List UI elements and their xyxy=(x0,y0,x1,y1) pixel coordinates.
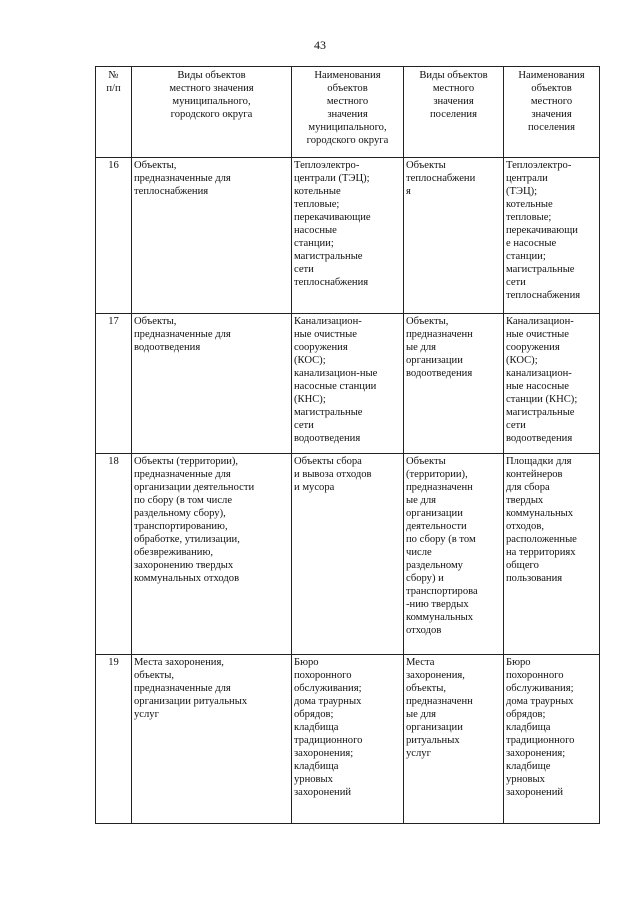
table-header-row xyxy=(96,67,600,158)
object-type-pos: Объекты теплоснабжени я xyxy=(404,158,504,314)
object-name-pos: Теплоэлектро- централи (ТЭЦ); котельные тепловые; перекачивающи е насосные станции; магистральные сети теплоснабжения xyxy=(504,158,600,314)
table-row xyxy=(96,655,600,824)
object-name-mo: Канализацион- ные очистные сооружения (КОС); канализацион-ные насосные станции (КНС); магистральные сети водоотведения xyxy=(292,314,404,454)
object-name-mo: Объекты сбора и вывоза отходов и мусора xyxy=(292,454,404,655)
object-name-pos: Канализацион- ные очистные сооружения (КОС); канализацион- ные насосные станции (КНС); магистральные сети водоотведения xyxy=(504,314,600,454)
object-type-pos: Места захоронения, объекты, предназначенн ые для организации ритуальных услуг xyxy=(404,655,504,824)
object-type-pos: Объекты, предназначенн ые для организации водоотведения xyxy=(404,314,504,454)
object-name-mo: Бюро похоронного обслуживания; дома траурных обрядов; кладбища традиционного захоронения; кладбища урновых захоронений xyxy=(292,655,404,824)
row-number: 17 xyxy=(96,314,132,454)
object-type-mo: Объекты (территории), предназначенные для организации деятельности по сбору (в том числе раздельному сбору), транспортированию, обработке, утилизации, обезвреживанию, захоронению твердых коммунальных отходов xyxy=(132,454,292,655)
objects-table xyxy=(95,66,600,824)
object-name-pos: Площадки для контейнеров для сбора твердых коммунальных отходов, расположенные на территориях общего пользования xyxy=(504,454,600,655)
object-type-mo: Объекты, предназначенные для водоотведения xyxy=(132,314,292,454)
object-type-pos: Объекты (территории), предназначенн ые для организации деятельности по сбору (в том числе раздельному сбору) и транспортирова -нию твердых коммунальных отходов xyxy=(404,454,504,655)
object-type-mo: Места захоронения, объекты, предназначенные для организации ритуальных услуг xyxy=(132,655,292,824)
header-type-pos: Виды объектов местного значения поселения xyxy=(404,67,504,158)
table-row xyxy=(96,158,600,314)
row-number: 16 xyxy=(96,158,132,314)
header-name-pos: Наименования объектов местного значения поселения xyxy=(504,67,600,158)
header-num: № п/п xyxy=(96,67,132,158)
table-row xyxy=(96,314,600,454)
object-type-mo: Объекты, предназначенные для теплоснабжения xyxy=(132,158,292,314)
object-name-pos: Бюро похоронного обслуживания; дома траурных обрядов; кладбища традиционного захоронения; кладбище урновых захоронений xyxy=(504,655,600,824)
header-type-mo: Виды объектов местного значения муниципального, городского округа xyxy=(132,67,292,158)
header-name-mo: Наименования объектов местного значения муниципального, городского округа xyxy=(292,67,404,158)
row-number: 19 xyxy=(96,655,132,824)
row-number: 18 xyxy=(96,454,132,655)
page-number: 43 xyxy=(314,38,326,52)
table-row xyxy=(96,454,600,655)
object-name-mo: Теплоэлектро- централи (ТЭЦ); котельные тепловые; перекачивающие насосные станции; магистральные сети теплоснабжения xyxy=(292,158,404,314)
